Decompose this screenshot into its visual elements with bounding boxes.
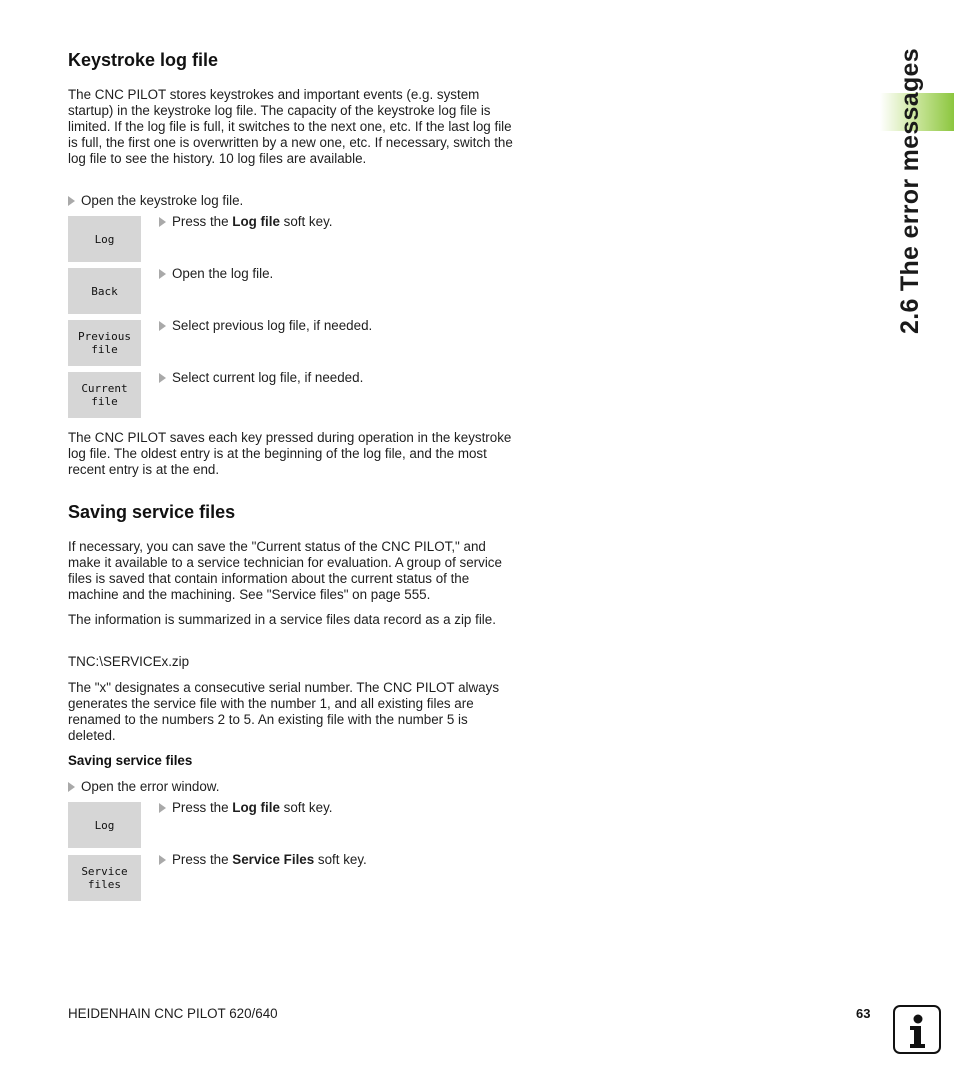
arrow-bullet-icon [159, 217, 166, 227]
softkey-current-file[interactable]: Current file [68, 372, 141, 418]
step-press-service-files: Press the Service Files soft key. [159, 852, 367, 868]
step-open-error-window: Open the error window. [68, 779, 219, 795]
info-icon [893, 1005, 941, 1054]
service-paragraph-4: The "x" designates a consecutive serial number. The CNC PILOT always generates the service file with the number 1, and all existing files are renamed to the numbers 2 to 5. An existing file with the number 5 is deleted. [68, 680, 500, 743]
keystroke-intro-paragraph: The CNC PILOT stores keystrokes and important events (e.g. system startup) in the keystroke log file. The capacity of the keystroke log file is limited. If the log file is full, it switches to the next one, etc. If the last log file is full, the first one is overwritten by a new one, etc. If necessary, switch the log file to see the history. 10 log files are available. [68, 87, 513, 166]
arrow-bullet-icon [159, 373, 166, 383]
step-select-previous: Select previous log file, if needed. [159, 318, 372, 334]
arrow-bullet-icon [68, 782, 75, 792]
arrow-bullet-icon [159, 269, 166, 279]
softkey-service-files[interactable]: Service files [68, 855, 141, 901]
arrow-bullet-icon [68, 196, 75, 206]
step-press-log: Press the Log file soft key. [159, 214, 333, 230]
section-title-keystroke-log: Keystroke log file [68, 50, 219, 70]
section-title-saving-service-files: Saving service files [68, 502, 236, 522]
step-select-current: Select current log file, if needed. [159, 370, 363, 386]
arrow-bullet-icon [159, 855, 166, 865]
softkey-log-2[interactable]: Log [68, 802, 141, 848]
arrow-bullet-icon [159, 803, 166, 813]
softkey-back[interactable]: Back [68, 268, 141, 314]
step-open-log: Open the keystroke log file. [68, 193, 243, 209]
softkey-log[interactable]: Log [68, 216, 141, 262]
step-press-log-2: Press the Log file soft key. [159, 800, 333, 816]
arrow-bullet-icon [159, 321, 166, 331]
step-open-log-file: Open the log file. [159, 266, 273, 282]
softkey-previous-file[interactable]: Previous file [68, 320, 141, 366]
chapter-side-title: 2.6 The error messages [896, 48, 924, 334]
subheading-saving-service-files: Saving service files [68, 753, 193, 768]
service-paragraph-2: The information is summarized in a service files data record as a zip file. [68, 612, 496, 627]
page-number: 63 [856, 1006, 871, 1021]
keystroke-after-paragraph: The CNC PILOT saves each key pressed during operation in the keystroke log file. The oldest entry is at the beginning of the log file, and the most recent entry is at the end. [68, 430, 512, 477]
service-file-path: TNC:\SERVICEx.zip [68, 654, 190, 669]
service-paragraph-1: If necessary, you can save the "Current status of the CNC PILOT," and make it available to a service technician for evaluation. A group of service files is saved that contain information about the current status of the machine and the machining. See "Service files" on page 555. [68, 539, 502, 602]
footer-product-name: HEIDENHAIN CNC PILOT 620/640 [68, 1006, 278, 1021]
